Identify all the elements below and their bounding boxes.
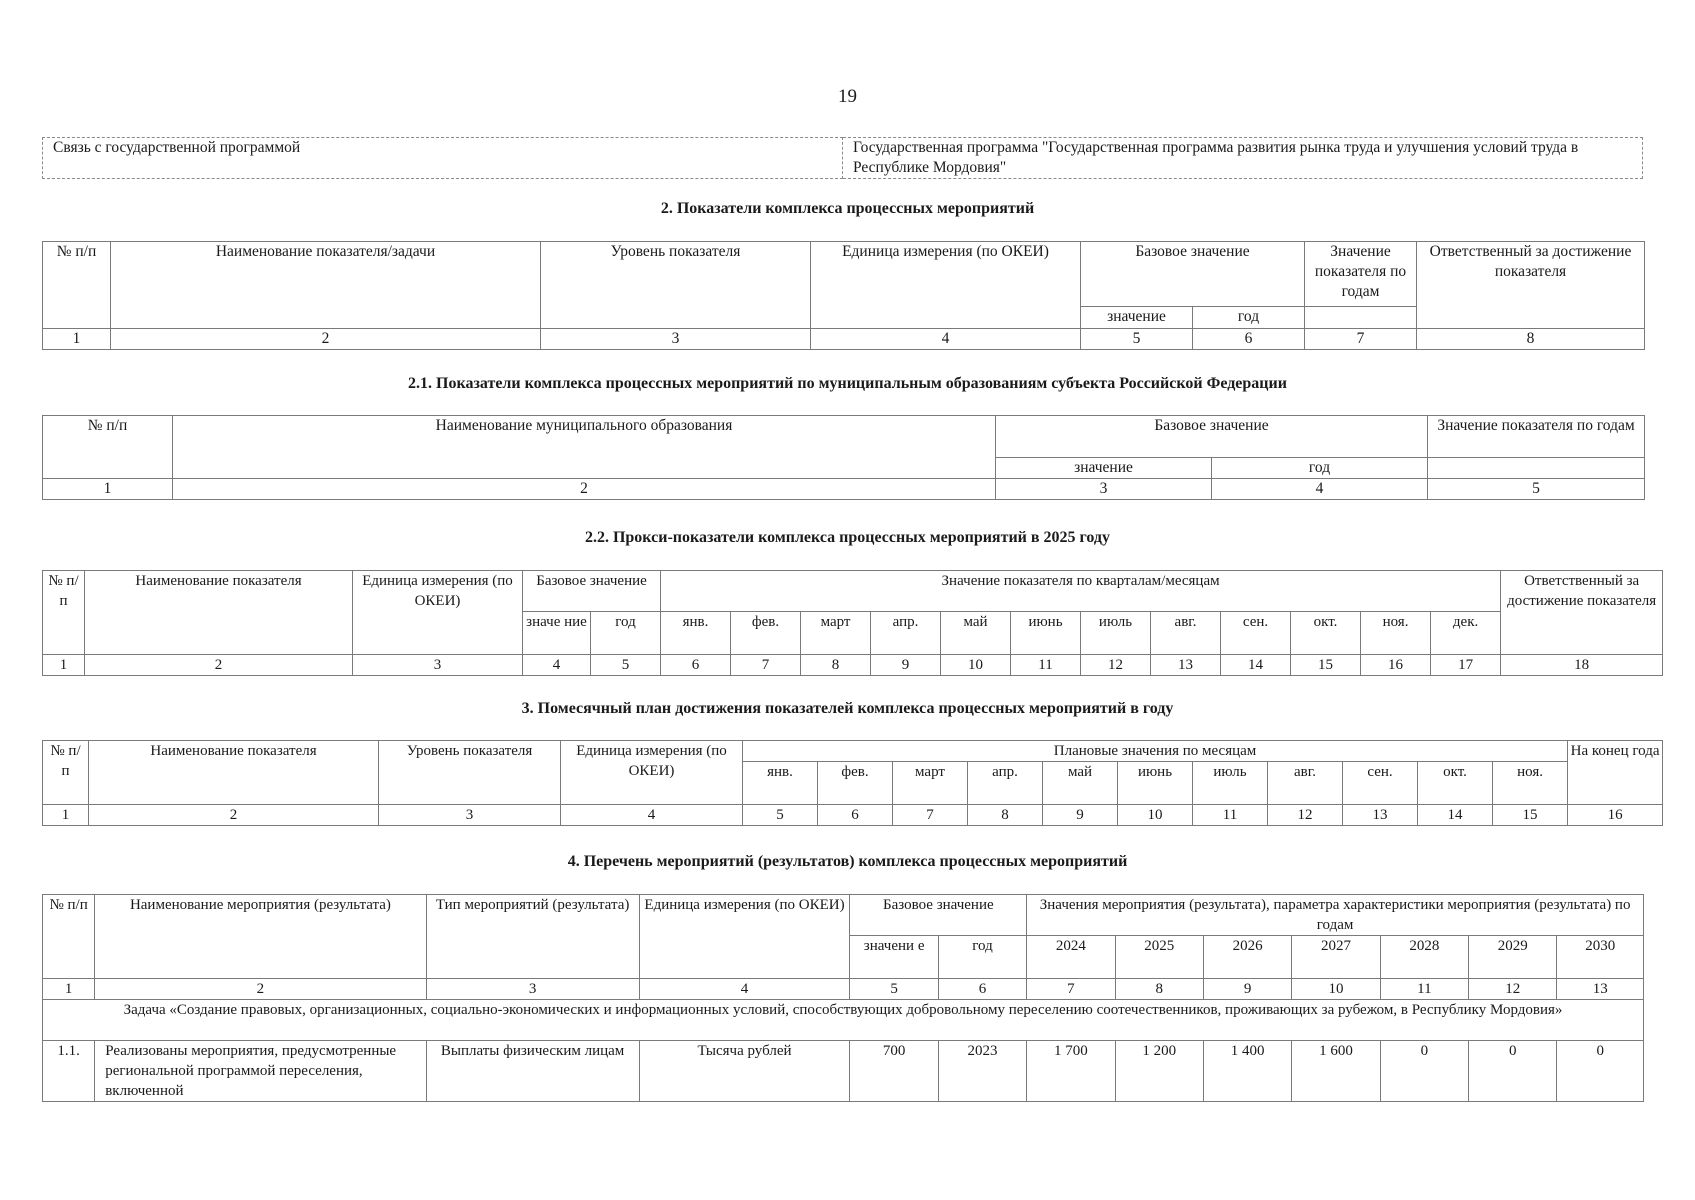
program-link-value: Государственная программа "Государственная программа развития рынка труда и улучшения условий труда в Республике Мордовия" xyxy=(843,138,1643,179)
s3-m1: янв. xyxy=(743,762,818,805)
s22-n4: 4 xyxy=(523,655,591,676)
section-2-table xyxy=(42,241,1645,350)
s22-m11: ноя. xyxy=(1361,612,1431,655)
s3-n1: 1 xyxy=(43,805,89,826)
s3-m5: май xyxy=(1043,762,1118,805)
section-4-block xyxy=(42,894,1644,1102)
s4-h-base-value: значени е xyxy=(850,936,938,979)
s22-n16: 16 xyxy=(1361,655,1431,676)
s22-n8: 8 xyxy=(801,655,871,676)
s4-row-base-year: 2023 xyxy=(938,1041,1026,1102)
s4-row-base-value: 700 xyxy=(850,1041,938,1102)
s4-n9: 9 xyxy=(1203,979,1291,1000)
s22-h-num: № п/ п xyxy=(43,571,85,655)
s2-n6: 6 xyxy=(1193,329,1305,350)
s2-h-resp: Ответственный за достижение показателя xyxy=(1417,242,1645,329)
s22-n1: 1 xyxy=(43,655,85,676)
s2-n4: 4 xyxy=(811,329,1081,350)
s22-m2: фев. xyxy=(731,612,801,655)
s3-m8: авг. xyxy=(1268,762,1343,805)
s22-m7: июль xyxy=(1081,612,1151,655)
s22-n9: 9 xyxy=(871,655,941,676)
program-link-block xyxy=(42,137,1643,179)
s21-h-name: Наименование муниципального образования xyxy=(173,416,996,479)
s21-n3: 3 xyxy=(996,479,1212,500)
s22-h-name: Наименование показателя xyxy=(85,571,353,655)
section-4-table xyxy=(42,894,1644,1102)
s4-h-base-year: год xyxy=(938,936,1026,979)
s3-h-plan: Плановые значения по месяцам xyxy=(743,741,1568,762)
s2-h-base-value: значение xyxy=(1081,307,1193,329)
s3-m10: окт. xyxy=(1418,762,1493,805)
s22-h-resp: Ответственный за достижение показателя xyxy=(1501,571,1663,655)
s22-n15: 15 xyxy=(1291,655,1361,676)
s4-y3: 2026 xyxy=(1203,936,1291,979)
s3-n15: 15 xyxy=(1493,805,1568,826)
s2-n2: 2 xyxy=(111,329,541,350)
s22-n17: 17 xyxy=(1431,655,1501,676)
section-4-title: 4. Перечень мероприятий (результатов) комплекса процессных мероприятий xyxy=(567,853,1128,870)
s3-m7: июль xyxy=(1193,762,1268,805)
section-3-block xyxy=(42,740,1663,826)
s4-row-v1: 1 700 xyxy=(1027,1041,1115,1102)
s3-m11: ноя. xyxy=(1493,762,1568,805)
s3-n11: 11 xyxy=(1193,805,1268,826)
page-number: 19 xyxy=(838,86,857,107)
s4-row-v7: 0 xyxy=(1557,1041,1644,1102)
s21-n2: 2 xyxy=(173,479,996,500)
s3-n3: 3 xyxy=(379,805,561,826)
s3-n8: 8 xyxy=(968,805,1043,826)
s4-h-name: Наименование мероприятия (результата) xyxy=(95,895,426,979)
s22-m12: дек. xyxy=(1431,612,1501,655)
program-link-label: Связь с государственной программой xyxy=(43,138,843,179)
s4-n2: 2 xyxy=(95,979,426,1000)
s3-n5: 5 xyxy=(743,805,818,826)
section-2-1-block xyxy=(42,415,1645,500)
section-3-table xyxy=(42,740,1663,826)
s3-m3: март xyxy=(893,762,968,805)
section-2-title: 2. Показатели комплекса процессных мероприятий xyxy=(660,200,1035,217)
s22-h-periods: Значение показателя по кварталам/месяцам xyxy=(661,571,1501,612)
s22-m10: окт. xyxy=(1291,612,1361,655)
section-2-2-block xyxy=(42,570,1663,676)
s2-h-unit: Единица измерения (по ОКЕИ) xyxy=(811,242,1081,329)
s2-h-base-year: год xyxy=(1193,307,1305,329)
s4-n1: 1 xyxy=(43,979,95,1000)
section-2-2-table xyxy=(42,570,1663,676)
s4-y1: 2024 xyxy=(1027,936,1115,979)
s4-n10: 10 xyxy=(1292,979,1380,1000)
s4-h-values: Значения мероприятия (результата), параметра характеристики мероприятия (результата) по годам xyxy=(1027,895,1644,936)
s22-m4: апр. xyxy=(871,612,941,655)
s4-row-type: Выплаты физическим лицам xyxy=(426,1041,639,1102)
s3-h-name: Наименование показателя xyxy=(89,741,379,805)
section-2-1-table xyxy=(42,415,1645,500)
s4-y4: 2027 xyxy=(1292,936,1380,979)
s22-m6: июнь xyxy=(1011,612,1081,655)
s4-row-v5: 0 xyxy=(1380,1041,1468,1102)
s22-n3: 3 xyxy=(353,655,523,676)
s22-n5: 5 xyxy=(591,655,661,676)
s4-h-unit: Единица измерения (по ОКЕИ) xyxy=(639,895,850,979)
s2-n1: 1 xyxy=(43,329,111,350)
s22-n11: 11 xyxy=(1011,655,1081,676)
s3-n12: 12 xyxy=(1268,805,1343,826)
s3-n4: 4 xyxy=(561,805,743,826)
s3-h-level: Уровень показателя xyxy=(379,741,561,805)
section-3-title: 3. Помесячный план достижения показателей комплекса процессных мероприятий в году xyxy=(521,700,1174,717)
s4-n13: 13 xyxy=(1557,979,1644,1000)
s4-n6: 6 xyxy=(938,979,1026,1000)
s21-h-years: Значение показателя по годам xyxy=(1428,416,1645,458)
s4-row-v2: 1 200 xyxy=(1115,1041,1203,1102)
s2-n5: 5 xyxy=(1081,329,1193,350)
s4-row-v3: 1 400 xyxy=(1203,1041,1291,1102)
s3-m9: сен. xyxy=(1343,762,1418,805)
s4-n3: 3 xyxy=(426,979,639,1000)
s4-n7: 7 xyxy=(1027,979,1115,1000)
s4-row-v6: 0 xyxy=(1469,1041,1557,1102)
s22-m1: янв. xyxy=(661,612,731,655)
s3-n9: 9 xyxy=(1043,805,1118,826)
s22-n6: 6 xyxy=(661,655,731,676)
s2-h-base: Базовое значение xyxy=(1081,242,1305,307)
s4-y5: 2028 xyxy=(1380,936,1468,979)
s22-h-base-year: год xyxy=(591,612,661,655)
s22-h-unit: Единица измерения (по ОКЕИ) xyxy=(353,571,523,655)
s4-row-num: 1.1. xyxy=(43,1041,95,1102)
s4-row-name: Реализованы мероприятия, предусмотренные региональной программой переселения, включенной xyxy=(95,1041,426,1102)
s4-task-row: Задача «Создание правовых, организационных, социально-экономических и информационных условий, способствующих добровольному переселению соотечественников, проживающих за рубежом, в Республику Мордовия» xyxy=(43,1000,1644,1041)
s3-n2: 2 xyxy=(89,805,379,826)
s2-h-name: Наименование показателя/задачи xyxy=(111,242,541,329)
s4-n5: 5 xyxy=(850,979,938,1000)
s4-y7: 2030 xyxy=(1557,936,1644,979)
s22-n12: 12 xyxy=(1081,655,1151,676)
s3-n6: 6 xyxy=(818,805,893,826)
s4-y2: 2025 xyxy=(1115,936,1203,979)
s21-n1: 1 xyxy=(43,479,173,500)
s4-h-base: Базовое значение xyxy=(850,895,1027,936)
section-2-block xyxy=(42,241,1645,350)
s3-n10: 10 xyxy=(1118,805,1193,826)
s4-n12: 12 xyxy=(1469,979,1557,1000)
s22-n7: 7 xyxy=(731,655,801,676)
s2-h-num: № п/п xyxy=(43,242,111,329)
s2-n8: 8 xyxy=(1417,329,1645,350)
s21-h-base-year: год xyxy=(1212,457,1428,478)
s4-n11: 11 xyxy=(1380,979,1468,1000)
s2-h-years: Значение показателя по годам xyxy=(1305,242,1417,307)
s3-m6: июнь xyxy=(1118,762,1193,805)
s21-h-base-value: значение xyxy=(996,457,1212,478)
s21-n5: 5 xyxy=(1428,479,1645,500)
s3-h-unit: Единица измерения (по ОКЕИ) xyxy=(561,741,743,805)
s3-m2: фев. xyxy=(818,762,893,805)
s4-h-type: Тип мероприятий (результата) xyxy=(426,895,639,979)
s3-n14: 14 xyxy=(1418,805,1493,826)
s21-h-base: Базовое значение xyxy=(996,416,1428,458)
s22-m3: март xyxy=(801,612,871,655)
s3-m4: апр. xyxy=(968,762,1043,805)
s4-y6: 2029 xyxy=(1469,936,1557,979)
s22-n14: 14 xyxy=(1221,655,1291,676)
s2-h-years-blank xyxy=(1305,307,1417,329)
program-link-table xyxy=(42,137,1643,179)
s21-n4: 4 xyxy=(1212,479,1428,500)
s22-h-base-value: значе ние xyxy=(523,612,591,655)
s2-n7: 7 xyxy=(1305,329,1417,350)
s2-n3: 3 xyxy=(541,329,811,350)
s3-n16: 16 xyxy=(1568,805,1663,826)
s21-h-years-blank xyxy=(1428,457,1645,478)
s22-n18: 18 xyxy=(1501,655,1663,676)
s4-n4: 4 xyxy=(639,979,850,1000)
s4-row-v4: 1 600 xyxy=(1292,1041,1380,1102)
s22-n2: 2 xyxy=(85,655,353,676)
s4-n8: 8 xyxy=(1115,979,1203,1000)
s4-row-unit: Тысяча рублей xyxy=(639,1041,850,1102)
s22-m8: авг. xyxy=(1151,612,1221,655)
s22-m5: май xyxy=(941,612,1011,655)
s3-n13: 13 xyxy=(1343,805,1418,826)
s2-h-level: Уровень показателя xyxy=(541,242,811,329)
s22-h-base: Базовое значение xyxy=(523,571,661,612)
s3-h-num: № п/ п xyxy=(43,741,89,805)
s4-h-num: № п/п xyxy=(43,895,95,979)
s22-n10: 10 xyxy=(941,655,1011,676)
s22-m9: сен. xyxy=(1221,612,1291,655)
s3-h-end: На конец года xyxy=(1568,741,1663,805)
s3-n7: 7 xyxy=(893,805,968,826)
s21-h-num: № п/п xyxy=(43,416,173,479)
section-2-2-title: 2.2. Прокси-показатели комплекса процессных мероприятий в 2025 году xyxy=(584,529,1111,546)
s22-n13: 13 xyxy=(1151,655,1221,676)
section-2-1-title: 2.1. Показатели комплекса процессных мероприятий по муниципальным образованиям субъекта Российской Федерации xyxy=(408,375,1287,392)
